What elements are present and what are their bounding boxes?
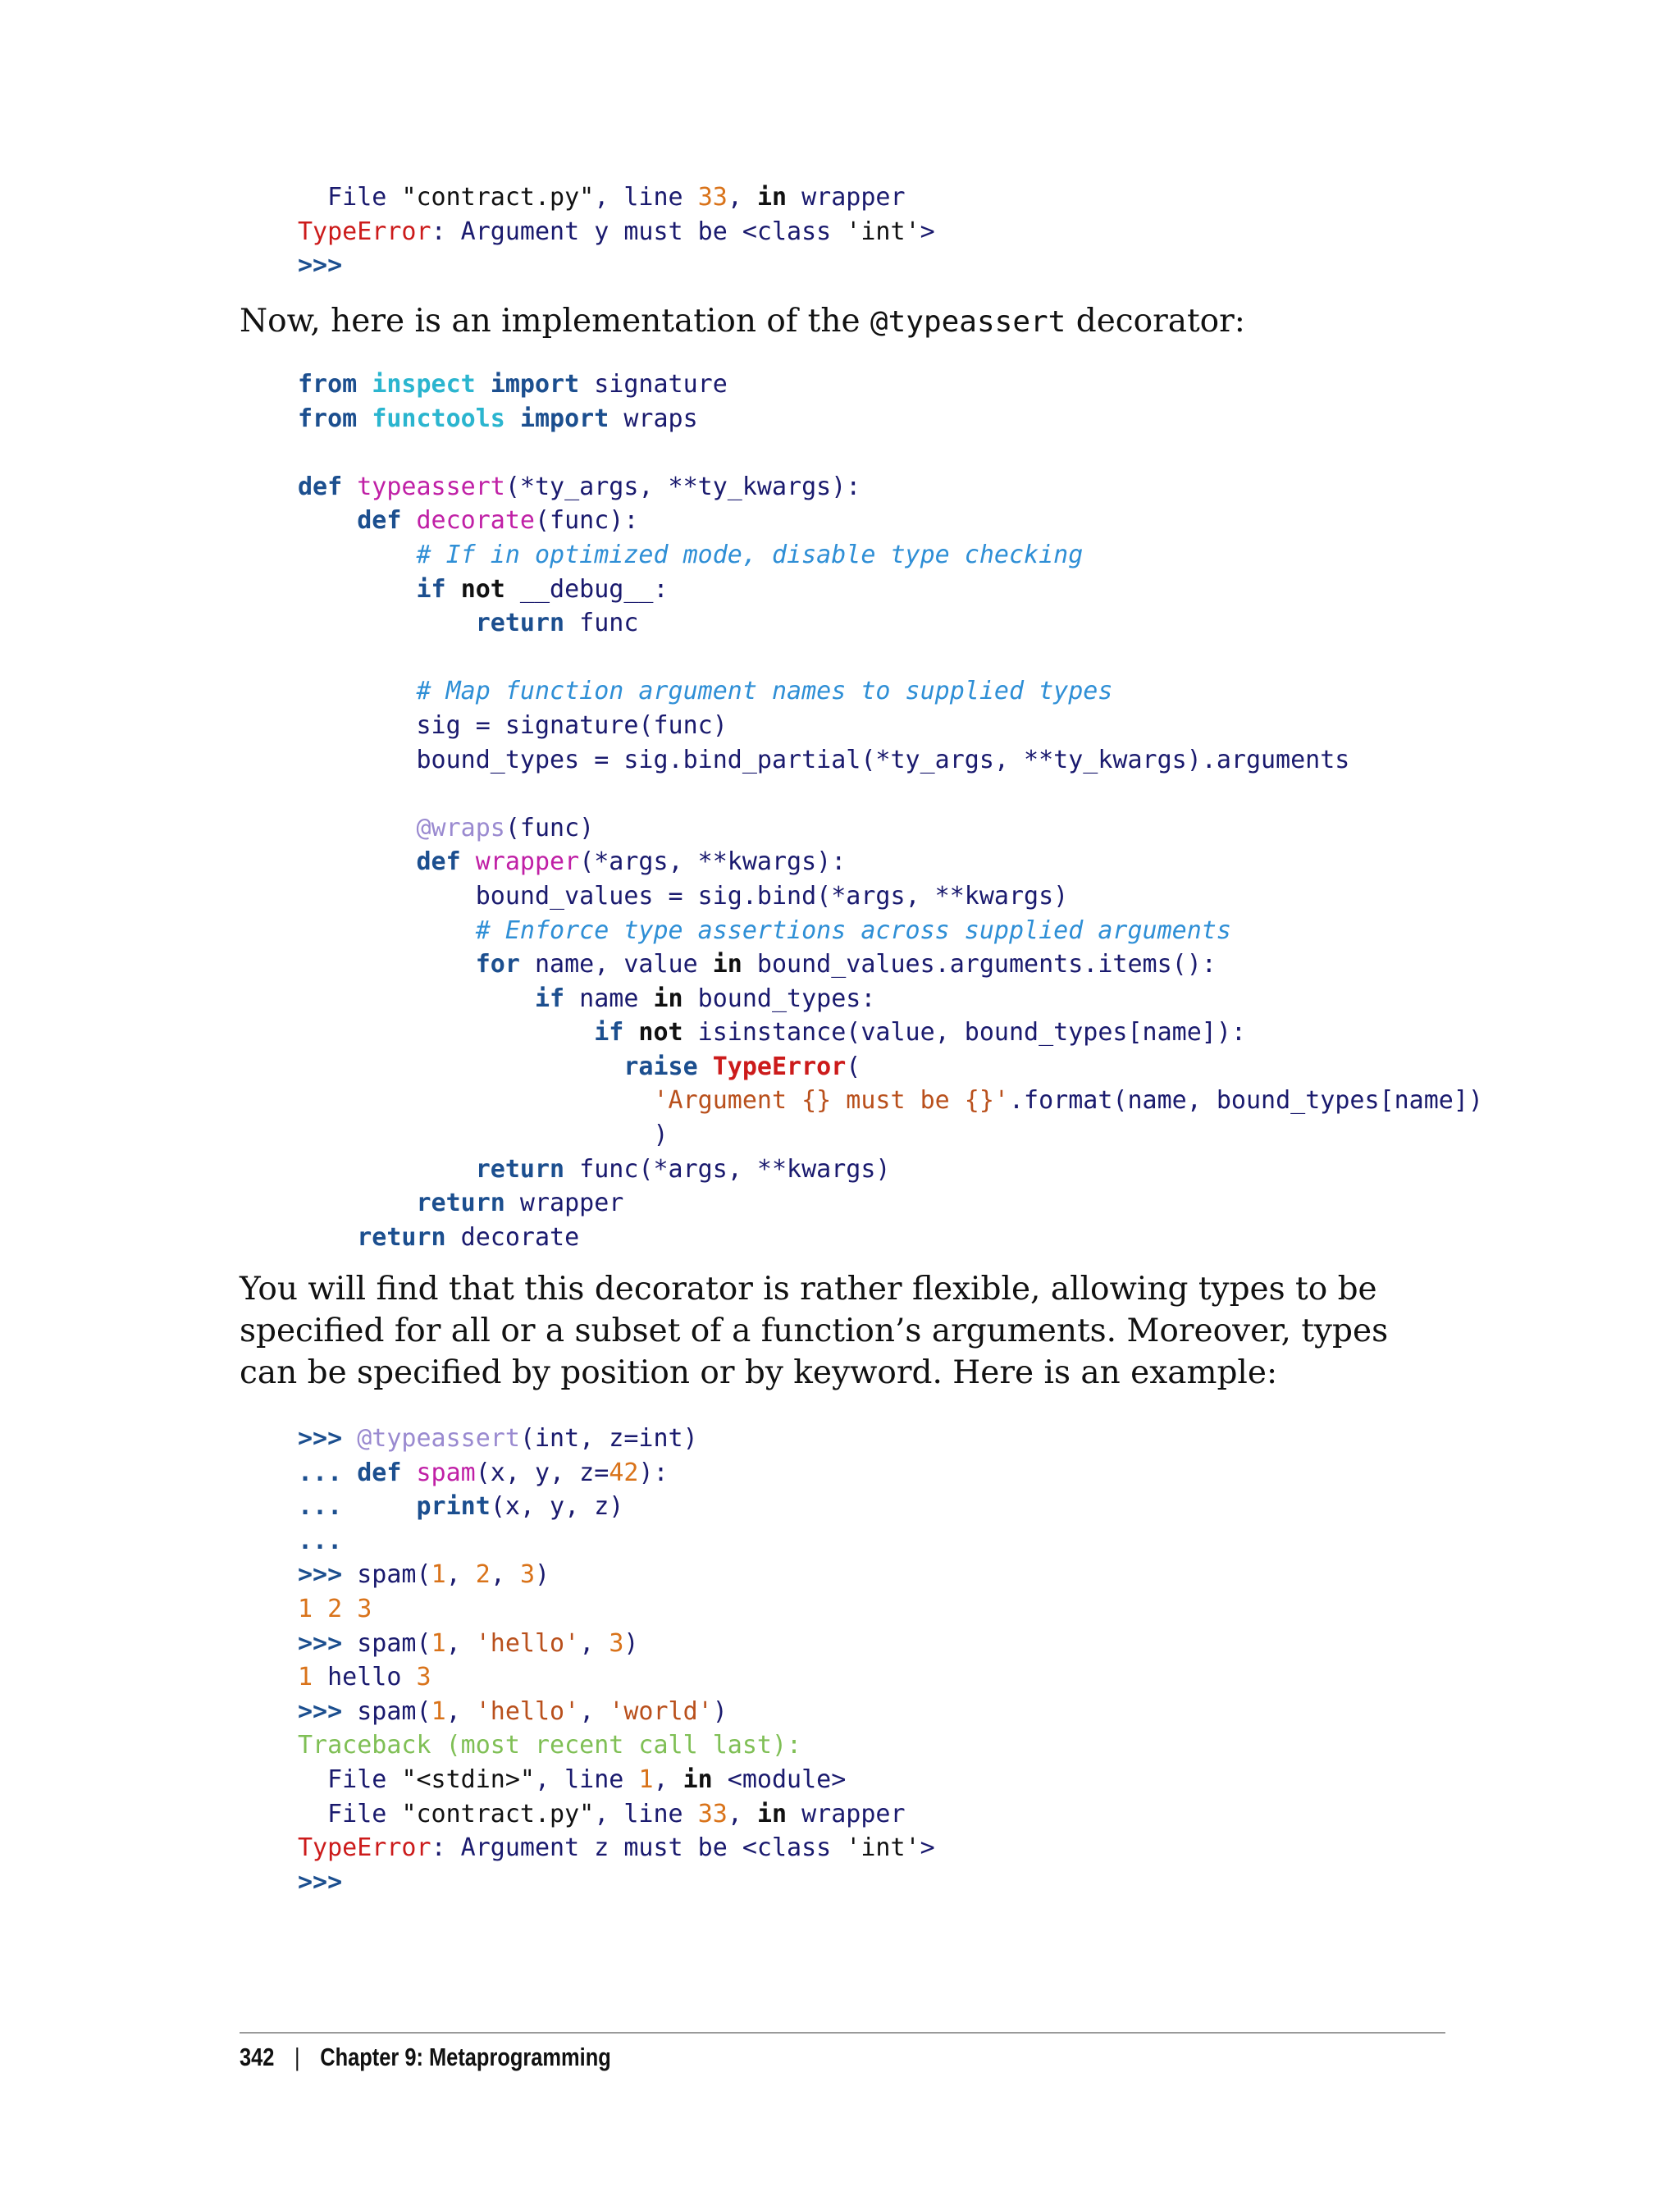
code-line: ... [298,1526,343,1555]
code-line: return wrapper [416,1189,624,1218]
code-line: raise TypeError( [623,1052,861,1081]
paragraph-intro [240,300,1445,343]
code-line: 1 2 3 [298,1594,372,1623]
code-line: return decorate [357,1222,580,1252]
code-line: 'Argument {} must be {}'.format(name, bound_types[name]) [653,1086,1483,1116]
inline-code: @typeassert [870,305,1066,339]
code-line: @wraps(func) [416,813,595,842]
code-line: >>> spam(1, 'hello', 'world') [298,1696,728,1726]
code-line: return func(*args, **kwargs) [475,1154,891,1184]
page-number: 342 [240,2043,275,2071]
page-footer [240,2039,611,2075]
code-line [298,777,1483,811]
code-line: File "contract.py", line 33, in wrapper [298,183,906,212]
code-line: if not isinstance(value, bound_types[name]): [594,1018,1246,1048]
code-line: # Map function argument names to supplied types [416,677,1113,706]
code-line: def decorate(func): [357,506,639,536]
code-line: >>> [298,1867,343,1897]
code-line: for name, value in bound_values.arguments.items(): [475,950,1217,979]
intro-code-block [298,180,935,283]
code-line: >>> spam(1, 2, 3) [298,1560,550,1590]
decorator-code-block [298,368,1483,1254]
code-line: return func [475,609,639,638]
code-line: TypeError: Argument z must be <class 'int'> [298,1833,935,1863]
code-line: from inspect import signature [298,370,728,399]
code-line: # Enforce type assertions across supplied arguments [475,915,1231,945]
code-line: def wrapper(*args, **kwargs): [416,847,847,877]
code-line: if not __debug__: [416,574,669,604]
code-line: bound_values = sig.bind(*args, **kwargs) [298,881,1069,911]
chapter-title: Chapter 9: Metaprogramming [320,2043,611,2071]
code-line: def typeassert(*ty_args, **ty_kwargs): [298,472,861,501]
footer-separator: | [294,2043,300,2071]
code-line: # If in optimized mode, disable type checking [416,540,1084,569]
code-line: if name in bound_types: [534,984,876,1013]
paragraph-text: Now, here is an implementation of the [240,303,870,340]
example-code-block [298,1422,935,1899]
paragraph-explanation: You will find that this decorator is rather flexible, allowing types to be specified for all or a subset of a function’s arguments. Moreover, types can be specified by position or by keyword. Here is an example: [240,1271,1389,1391]
paragraph-text: decorator: [1066,303,1245,340]
code-line: from functools import wraps [298,404,698,433]
code-line: 1 hello 3 [298,1663,431,1692]
code-line [298,436,1483,470]
code-line: sig = signature(func) [298,710,728,740]
code-line: >>> [298,251,343,281]
code-line: Traceback (most recent call last): [298,1731,802,1760]
code-line: >>> @typeassert(int, z=int) [298,1424,698,1453]
code-line [298,641,1483,675]
code-line: ) [298,1121,669,1150]
footer-rule [240,2032,1445,2034]
code-line: File "<stdin>", line 1, in <module> [298,1764,847,1794]
code-line: ... def spam(x, y, z=42): [298,1458,669,1487]
code-line: ... print(x, y, z) [298,1492,624,1522]
code-line: >>> spam(1, 'hello', 3) [298,1628,639,1658]
code-line: bound_types = sig.bind_partial(*ty_args, **ty_kwargs).arguments [298,745,1350,774]
code-line: TypeError: Argument y must be <class 'int'> [298,217,935,246]
code-line: File "contract.py", line 33, in wrapper [298,1799,906,1828]
